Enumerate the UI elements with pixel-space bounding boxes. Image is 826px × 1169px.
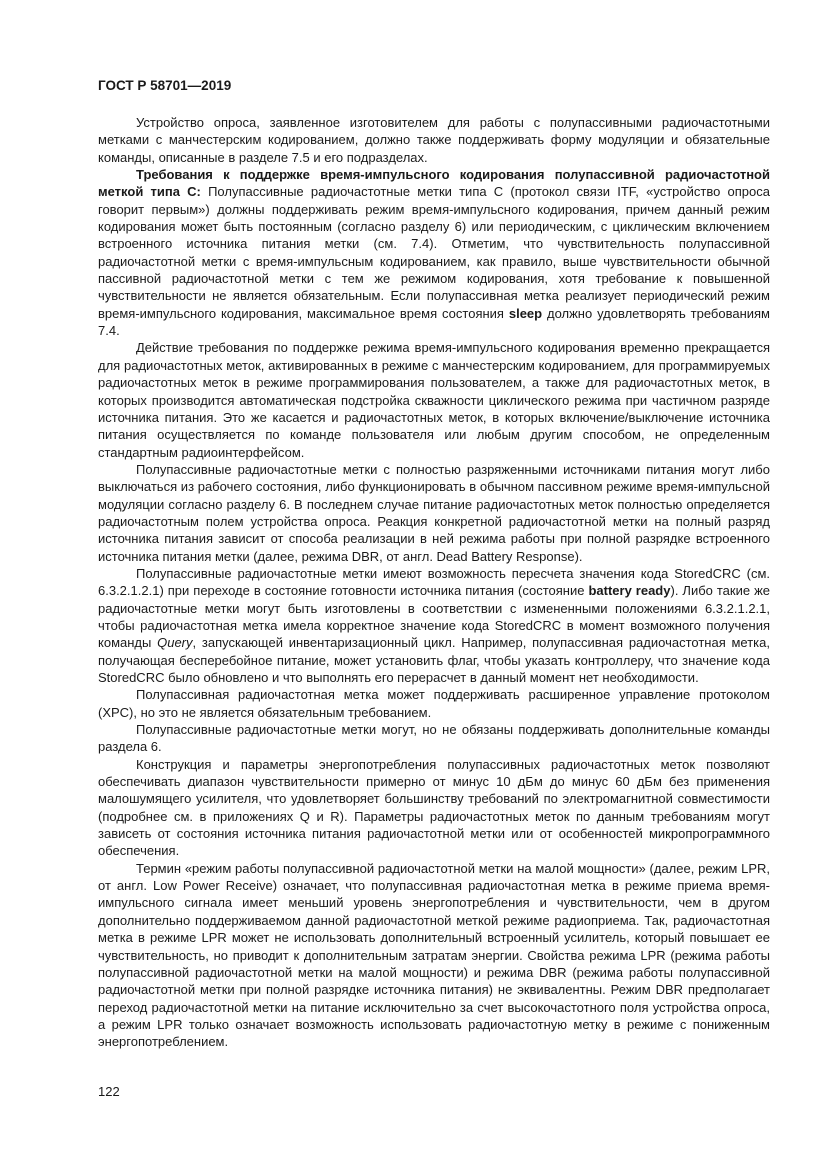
term-query: Query [157,635,193,651]
body-text [98,114,770,1051]
paragraph-3: Действие требования по поддержке режима время-импульсного кодирования временно прекращается для радиочастотных меток, активированных в режиме с манчестерским кодированием, для программируемых радиочастотных меток в режиме программирования пользователем, а также для радиочастотных меток, в которых производится автоматическая подстройка скважности циклического режима при частичном разряде источника питания. Это же касается и радиочастотных меток, в которых включение/выключение источника питания осуществляется по команде пользователя или любым другим способом, не определенным стандартным радиоинтерфейсом. [98,340,770,460]
paragraph-7: Полупассивные радиочастотные метки могут, но не обязаны поддерживать дополнительные команды раздела 6. [98,722,770,755]
term-battery-ready: battery ready [588,583,671,599]
paragraph-2-heading: Требования к поддержке время-импульсного кодирования полупассивной радиочастотной меткой типа С: [98,167,770,200]
paragraph-5: Полупассивные радиочастотные метки имеют возможность пересчета значения кода StoredCRC (см. 6.3.2.1.2.1) при переходе в состояние готовности источника питания (состояние battery ready). Либо такие же радиочастотные метки могут быть изготовлены в соответствии с измененными положениями 6.3.2.1.2.1, чтобы радиочастотная метка имела корректное значение кода StoredCRC в момент возможного получения команды Query, запускающей инвентаризационный цикл. Например, полупассивная радиочастотная метка, получающая бесперебойное питание, может установить флаг, чтобы указать контроллеру, что значение кода StoredCRC было обновлено и что выполнять его перерасчет в данный момент нет необходимости. [98,565,770,685]
paragraph-2: Требования к поддержке время-импульсного кодирования полупассивной радиочастотной меткой типа С: Полупассивные радиочастотные метки типа С (протокол связи ITF, «устройство опроса говорит первым») должны поддерживать режим время-импульсного кодирования, причем данный режим кодирования может быть постоянным (согласно разделу 6) или периодическим, с циклическим включением встроенного источника питания метки (см. 7.4). Отметим, что чувствительность полупассивной радиочастотной метки с время-импульсным кодированием, как правило, выше чувствительности обычной пассивной радиочастотной метки с тем же режимом кодирования, хотя требование к повышенной чувствительности не является обязательным. Если полупассивная метка реализует периодический режим время-импульсного кодирования, максимальное время состояния sleep должно удовлетворять требованиям 7.4. [98,167,770,339]
paragraph-1: Устройство опроса, заявленное изготовителем для работы с полупассивными радиочастотными метками с манчестерским кодированием, должно также поддерживать форму модуляции и обязательные команды, описанные в разделе 7.5 и его подразделах. [98,115,770,165]
paragraph-4: Полупассивные радиочастотные метки с полностью разряженными источниками питания могут либо выключаться из рабочего состояния, либо функционировать в обычном пассивном режиме время-импульсной модуляции согласно разделу 6. В последнем случае питание радиочастотных меток полностью определяется радиочастотным полем устройства опроса. Реакция конкретной радиочастотной метки на полный разряд источника питания зависит от способа реализации в ней режима работы при полной разрядке встроенного источника питания метки (далее, режима DBR, от англ. Dead Battery Response). [98,461,770,564]
paragraph-6: Полупассивная радиочастотная метка может поддерживать расширенное управление протоколом (XPC), но это не является обязательным требованием. [98,687,770,720]
page-number: 122 [98,1084,120,1099]
document-header: ГОСТ Р 58701—2019 [98,78,232,93]
paragraph-9: Термин «режим работы полупассивной радиочастотной метки на малой мощности» (далее, режим LPR, от англ. Low Power Receive) означает, что полупассивная радиочастотная метка в режиме приема время-импульсного сигнала имеет меньший уровень энергопотребления и чувствительности, чем в другом дополнительно поддерживаемом данной радиочастотной меткой режиме радиоприема. Так, радиочастотная метка в режиме LPR может не использовать дополнительный встроенный усилитель, который повышает ее чувствительность, но приводит к дополнительным затратам энергии. Свойства режима LPR (режима работы полупассивной радиочастотной метки на малой мощности) и режима DBR (режима работы полупассивной радиочастотной метки при полной разрядке источника питания) не эквивалентны. Режим DBR предполагает переход радиочастотной метки на питание исключительно за счет высокочастотного поля устройства опроса, а режим LPR только означает возможность использовать радиочастотную метку в режиме с пониженным энергопотреблением. [98,860,770,1050]
term-sleep: sleep [508,305,543,321]
paragraph-8: Конструкция и параметры энергопотребления полупассивных радиочастотных меток позволяют обеспечивать диапазон чувствительности примерно от минус 10 дБм до минус 60 дБм без применения малошумящего усилителя, что удовлетворяет большинству требований по электромагнитной совместимости (подробнее см. в приложениях Q и R). Параметры радиочастотных меток по данным требованиям могут зависеть от состояния источника питания радиочастотной метки или от особенностей микропрограммного обеспечения. [98,756,770,859]
